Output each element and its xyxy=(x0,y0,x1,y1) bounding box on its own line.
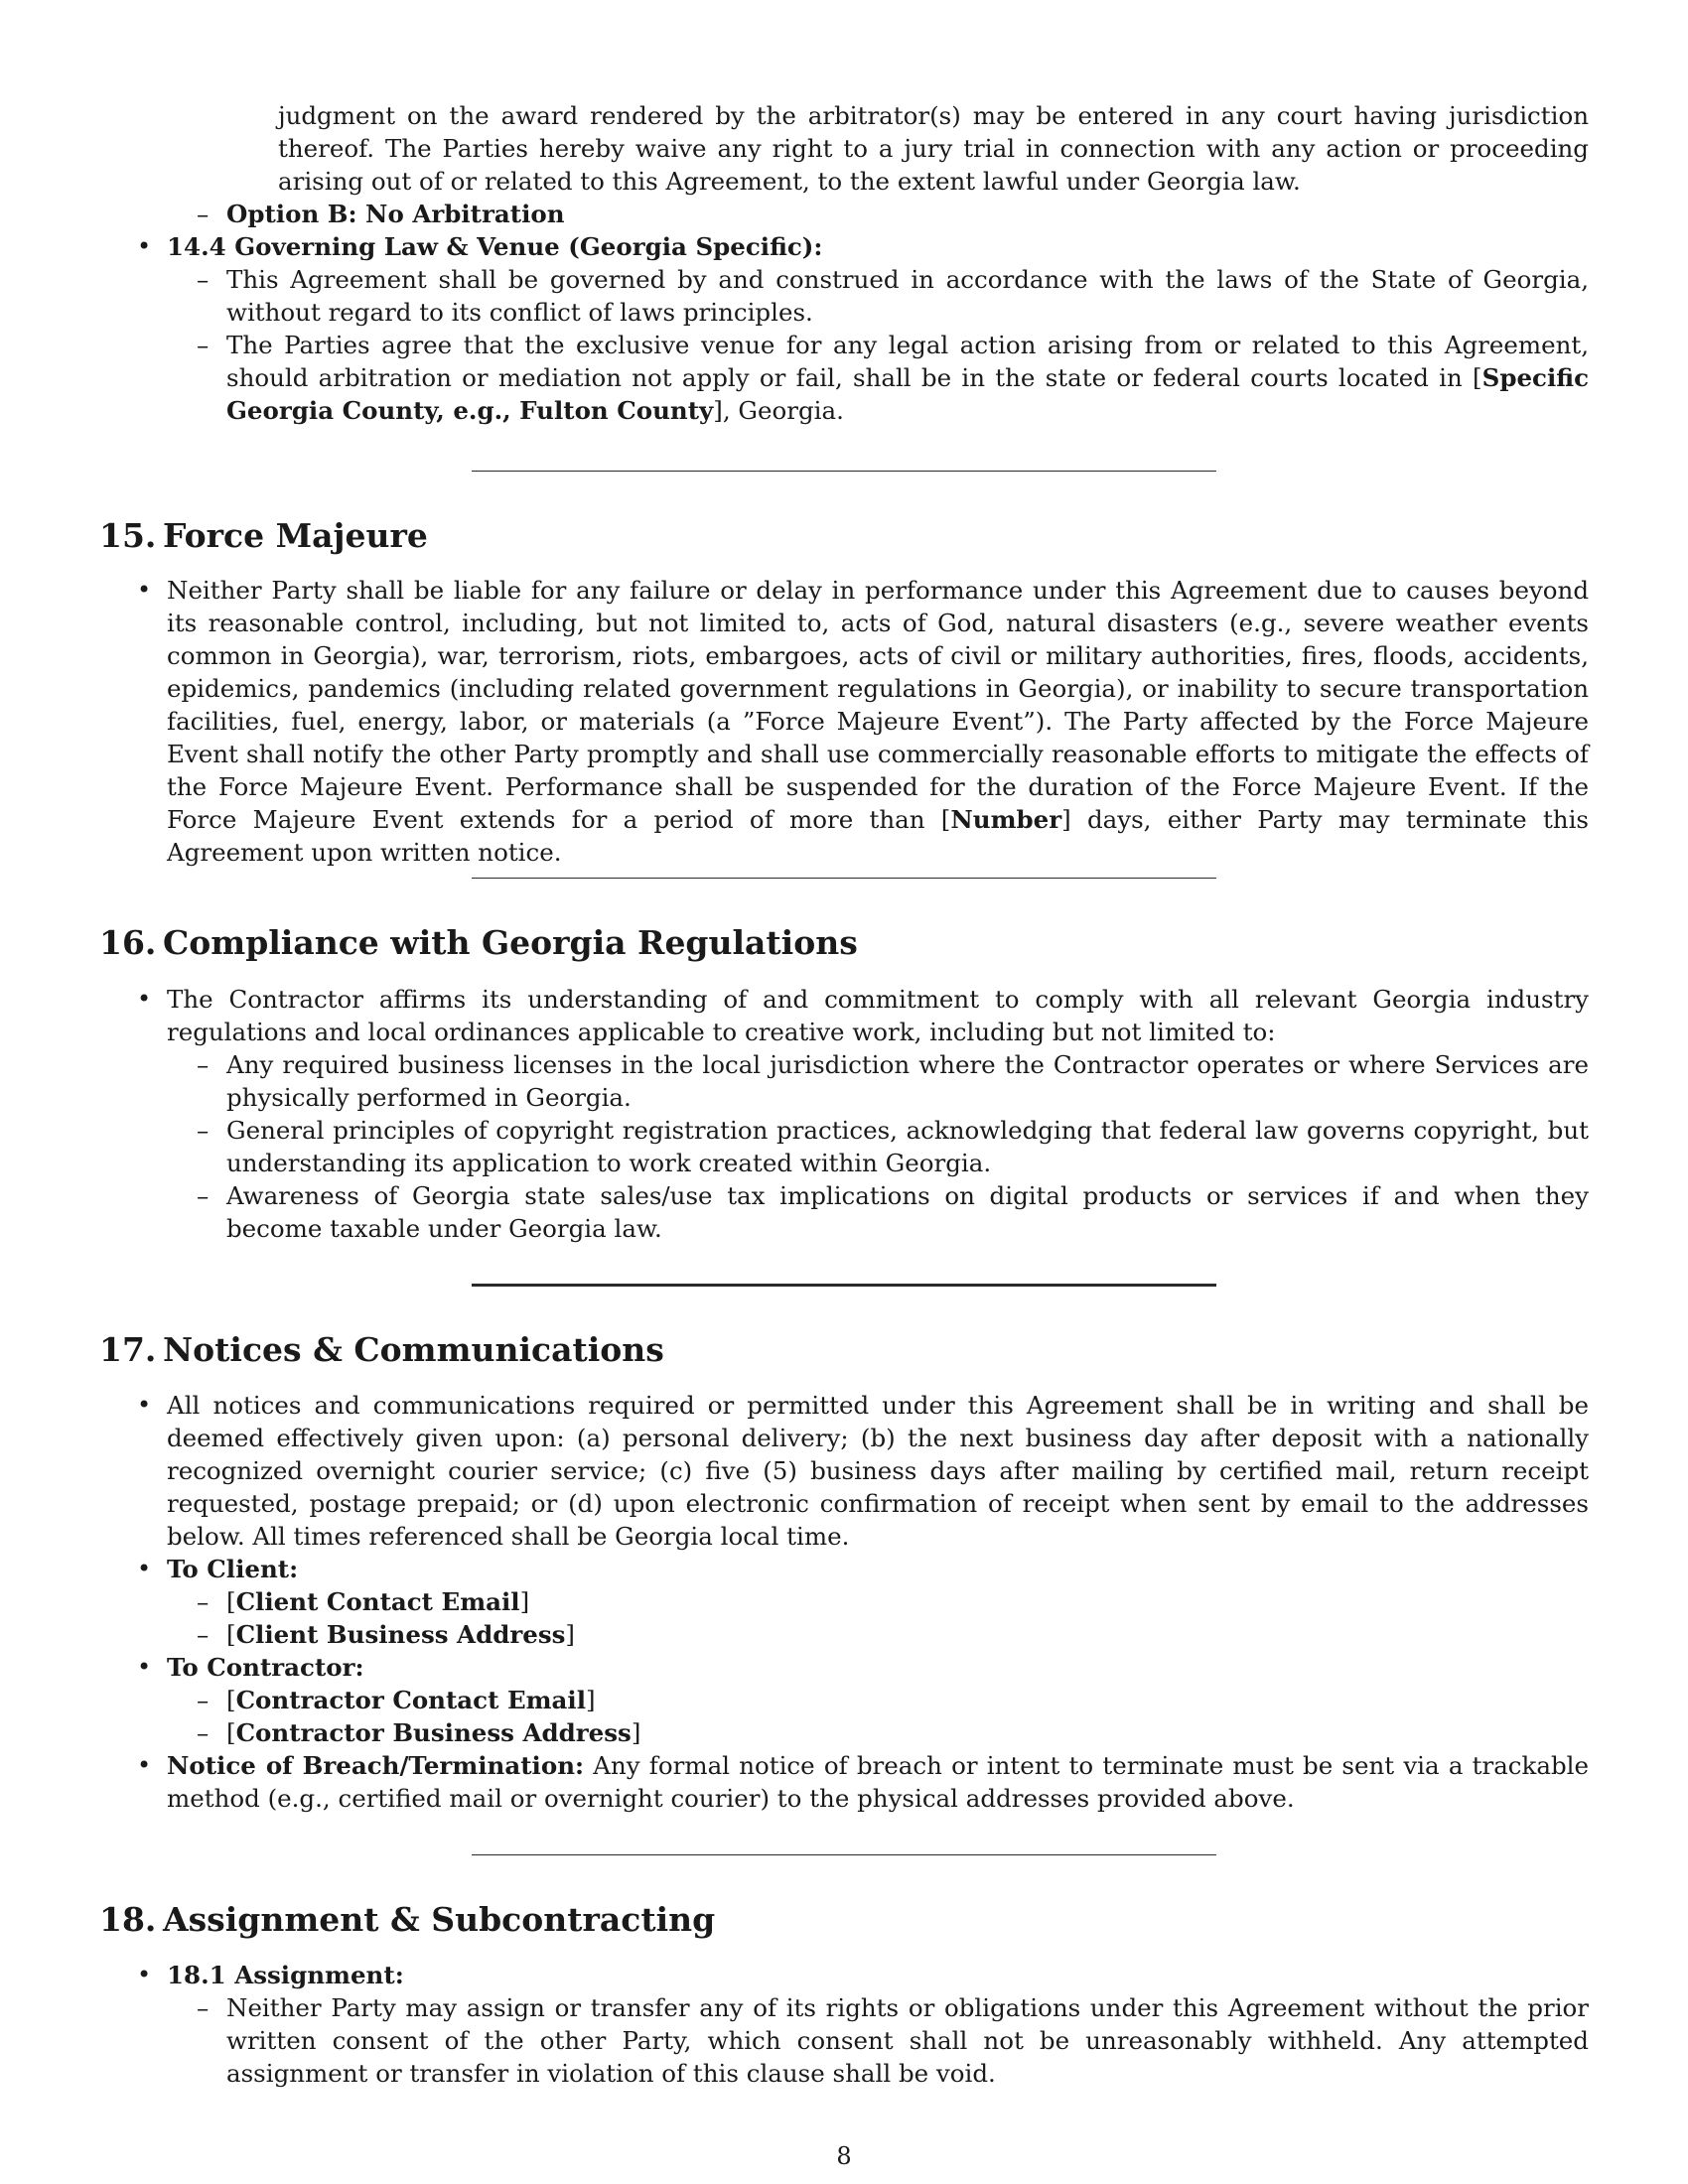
section-heading-17: 17. Notices & Communications xyxy=(99,1330,664,1369)
notices-intro: All notices and communications required or permitted under this Agreement shall be in writing and shall be deemed effectively given upon: (a) personal delivery; (b) the next business day after deposit with a nationally recognized overnight courier service; (c) five (5) business days after mailing by certified mail, return receipt requested, postage prepaid; or (d) upon electronic confirmation of receipt when sent by email to the addresses below. All times referenced shall be Georgia local time. xyxy=(167,1391,1589,1551)
compliance-intro: The Contractor affirms its understanding of and commitment to comply with all relevant Georgia industry regulations and local ordinances applicable to creative work, including but not limited to: xyxy=(167,985,1589,1046)
page-number: 8 xyxy=(836,2142,852,2170)
to-contractor-label: To Contractor: xyxy=(167,1653,364,1682)
dash-marker: – xyxy=(197,265,210,294)
dash-marker: – xyxy=(197,1620,210,1649)
breach-notice: Notice of Breach/Termination: Any formal notice of breach or intent to terminate must be sent via a trackable method (e.g., certified mail or overnight courier) to the physical addresses provided above. xyxy=(167,1751,1589,1813)
client-address-placeholder: [Client Business Address] xyxy=(226,1620,575,1649)
section-divider xyxy=(472,471,1216,472)
bullet-marker: • xyxy=(137,985,152,1013)
dash-marker: – xyxy=(197,1993,210,2022)
dash-marker: – xyxy=(197,1050,210,1079)
dash-marker: – xyxy=(197,1181,210,1210)
assignment-title: 18.1 Assignment: xyxy=(167,1961,404,1989)
bullet-marker: • xyxy=(137,1391,152,1419)
section-divider xyxy=(472,1284,1216,1287)
governing-law-item: This Agreement shall be governed by and construed in accordance with the laws of the State of Georgia, without regard to its conflict of laws principles. xyxy=(226,265,1589,327)
to-client-label: To Client: xyxy=(167,1555,299,1583)
bullet-marker: • xyxy=(137,1961,152,1988)
governing-law-title: 14.4 Governing Law & Venue (Georgia Specific): xyxy=(167,232,823,261)
document-page xyxy=(99,0,1589,2184)
dash-marker: – xyxy=(197,200,210,228)
compliance-item: General principles of copyright registration practices, acknowledging that federal law governs copyright, but understanding its application to work created within Georgia. xyxy=(226,1116,1589,1177)
bullet-marker: • xyxy=(137,1751,152,1779)
section-heading-18: 18. Assignment & Subcontracting xyxy=(99,1900,716,1939)
dash-marker: – xyxy=(197,331,210,359)
contractor-address-placeholder: [Contractor Business Address] xyxy=(226,1718,641,1747)
compliance-item: Any required business licenses in the local jurisdiction where the Contractor operates or where Services are physically performed in Georgia. xyxy=(226,1050,1589,1112)
assignment-text: Neither Party may assign or transfer any of its rights or obligations under this Agreement without the prior written consent of the other Party, which consent shall not be unreasonably withheld. Any attempted assignment or transfer in violation of this clause shall be void. xyxy=(226,1993,1589,2088)
arbitration-continuation: judgment on the award rendered by the arbitrator(s) may be entered in any court having jurisdiction thereof. The Parties hereby waive any right to a jury trial in connection with any action or proceeding arising out of or related to this Agreement, to the extent lawful under Georgia law. xyxy=(278,101,1589,196)
compliance-item: Awareness of Georgia state sales/use tax implications on digital products or services if and when they become taxable under Georgia law. xyxy=(226,1181,1589,1243)
bullet-marker: • xyxy=(137,1555,152,1582)
section-heading-16: 16. Compliance with Georgia Regulations xyxy=(99,923,858,962)
bullet-marker: • xyxy=(137,1653,152,1681)
option-b: Option B: No Arbitration xyxy=(226,200,565,228)
section-divider xyxy=(472,1854,1216,1855)
client-email-placeholder: [Client Contact Email] xyxy=(226,1587,530,1616)
dash-marker: – xyxy=(197,1587,210,1616)
dash-marker: – xyxy=(197,1686,210,1714)
section-heading-15: 15. Force Majeure xyxy=(99,516,428,555)
bullet-marker: • xyxy=(137,232,152,260)
bullet-marker: • xyxy=(137,576,152,604)
venue-item: The Parties agree that the exclusive venue for any legal action arising from or related to this Agreement, should arbitration or mediation not apply or fail, shall be in the state or federal courts located in [Specific Georgia County, e.g., Fulton County], Georgia. xyxy=(226,331,1589,425)
force-majeure-text: Neither Party shall be liable for any failure or delay in performance under this Agreement due to causes beyond its reasonable control, including, but not limited to, acts of God, natural disasters (e.g., severe weather events common in Georgia), war, terrorism, riots, embargoes, acts of civil or military authorities, fires, floods, accidents, epidemics, pandemics (including related government regulations in Georgia), or inability to secure transportation facilities, fuel, energy, labor, or materials (a ”Force Majeure Event”). The Party affected by the Force Majeure Event shall notify the other Party promptly and shall use commercially reasonable efforts to mitigate the effects of the Force Majeure Event. Performance shall be suspended for the duration of the Force Majeure Event. If the Force Majeure Event extends for a period of more than [Number] days, either Party may terminate this Agreement upon written notice. xyxy=(167,576,1589,867)
dash-marker: – xyxy=(197,1116,210,1145)
dash-marker: – xyxy=(197,1718,210,1747)
section-divider xyxy=(472,878,1216,879)
contractor-email-placeholder: [Contractor Contact Email] xyxy=(226,1686,596,1714)
